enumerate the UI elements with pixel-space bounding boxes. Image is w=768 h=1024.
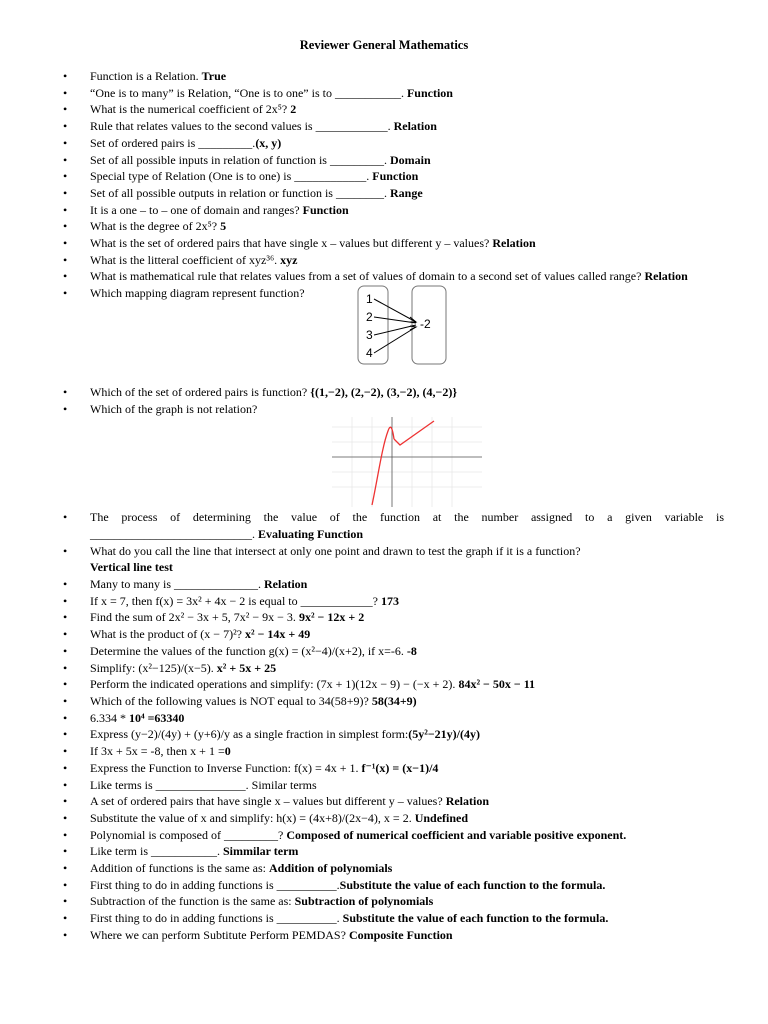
list-item: • What is the product of (x − 7)²? x² − 14x + 49 xyxy=(60,626,724,643)
list-item: • Substitute the value of x and simplify: h(x) = (4x+8)/(2x−4), x = 2. Undefined xyxy=(60,810,724,827)
list-item: • Which of the set of ordered pairs is function? {(1,−2), (2,−2), (3,−2), (4,−2)} xyxy=(60,384,724,401)
list-item: • It is a one – to – one of domain and ranges? Function xyxy=(60,202,724,219)
question-list xyxy=(60,68,724,944)
list-item: • Like term is ___________. Simmilar term xyxy=(60,843,724,860)
list-item: • “One is to many” is Relation, “One is to one” is to ___________. Function xyxy=(60,85,724,102)
list-item: • What is the set of ordered pairs that have single x – values but different y – values? Relation xyxy=(60,235,724,252)
list-item: • What is the litteral coefficient of xyz³⁶. xyz xyxy=(60,252,724,269)
list-item: • Many to many is ______________. Relation xyxy=(60,576,724,593)
list-item: • Set of ordered pairs is _________.(x, y) xyxy=(60,135,724,152)
list-item: • Which of the graph is not relation? xyxy=(60,401,724,510)
list-item: • Express the Function to Inverse Function: f(x) = 4x + 1. f⁻¹(x) = (x−1)/4 xyxy=(60,760,724,777)
domain-label: 2 xyxy=(366,309,373,324)
list-item: • First thing to do in adding functions is __________.Substitute the value of each function to the formula. xyxy=(60,877,724,894)
list-item: • Which of the following values is NOT equal to 34(58+9)? 58(34+9) xyxy=(60,693,724,710)
list-item: • What is mathematical rule that relates values from a set of values of domain to a second set of values called range? Relation xyxy=(60,268,724,285)
list-item: • Where we can perform Subtitute Perform PEMDAS? Composite Function xyxy=(60,927,724,944)
list-item: • Function is a Relation. True xyxy=(60,68,724,85)
function-graph xyxy=(332,417,482,507)
list-item: • The process of determining the value of the function at the number assigned to a given variable is ___________________________. Evaluating Function xyxy=(60,509,724,542)
page-title: Reviewer General Mathematics xyxy=(299,38,469,52)
list-item: • Determine the values of the function g(x) = (x²−4)/(x+2), if x=-6. -8 xyxy=(60,643,724,660)
list-item: • If x = 7, then f(x) = 3x² + 4x − 2 is equal to ____________? 173 xyxy=(60,593,724,610)
list-item: • What is the numerical coefficient of 2x⁵? 2 xyxy=(60,101,724,118)
list-item: • Simplify: (x²−125)/(x−5). x² + 5x + 25 xyxy=(60,660,724,677)
mapping-diagram xyxy=(356,284,456,366)
list-item: • Which mapping diagram represent function? 1 2 3 4 -2 xyxy=(60,285,724,384)
list-item: • If 3x + 5x = -8, then x + 1 =0 xyxy=(60,743,724,760)
mapping-arrows xyxy=(374,299,416,353)
domain-label: 1 xyxy=(366,291,373,306)
list-item: • What is the degree of 2x⁵? 5 xyxy=(60,218,724,235)
list-item: • Polynomial is composed of _________? Composed of numerical coefficient and variable positive exponent. xyxy=(60,827,724,844)
list-item: • First thing to do in adding functions is __________. Substitute the value of each function to the formula. xyxy=(60,910,724,927)
list-item: • 6.334 * 10⁴ =63340 xyxy=(60,710,724,727)
list-item: • Rule that relates values to the second values is ____________. Relation xyxy=(60,118,724,135)
list-item: • Set of all possible outputs in relation or function is ________. Range xyxy=(60,185,724,202)
list-item: • Perform the indicated operations and simplify: (7x + 1)(12x − 9) − (−x + 2). 84x² − 50x − 11 xyxy=(60,676,724,693)
list-item: • Set of all possible inputs in relation of function is _________. Domain xyxy=(60,152,724,169)
list-item: • A set of ordered pairs that have single x – values but different y – values? Relation xyxy=(60,793,724,810)
domain-label: 3 xyxy=(366,327,373,342)
list-item: • Like terms is _______________. Similar terms xyxy=(60,777,724,794)
list-item: • Express (y−2)/(4y) + (y+6)/y as a single fraction in simplest form:(5y²−21y)/(4y) xyxy=(60,726,724,743)
list-item: • What do you call the line that intersect at only one point and drawn to test the graph if it is a function? Vertical line test xyxy=(60,543,724,576)
list-item: • Find the sum of 2x² − 3x + 5, 7x² − 9x − 3. 9x² − 12x + 2 xyxy=(60,609,724,626)
list-item: • Special type of Relation (One is to one) is ____________. Function xyxy=(60,168,724,185)
domain-label: 4 xyxy=(366,345,373,360)
list-item: • Subtraction of the function is the same as: Subtraction of polynomials xyxy=(60,893,724,910)
range-label: -2 xyxy=(420,316,431,331)
list-item: • Addition of functions is the same as: Addition of polynomials xyxy=(60,860,724,877)
